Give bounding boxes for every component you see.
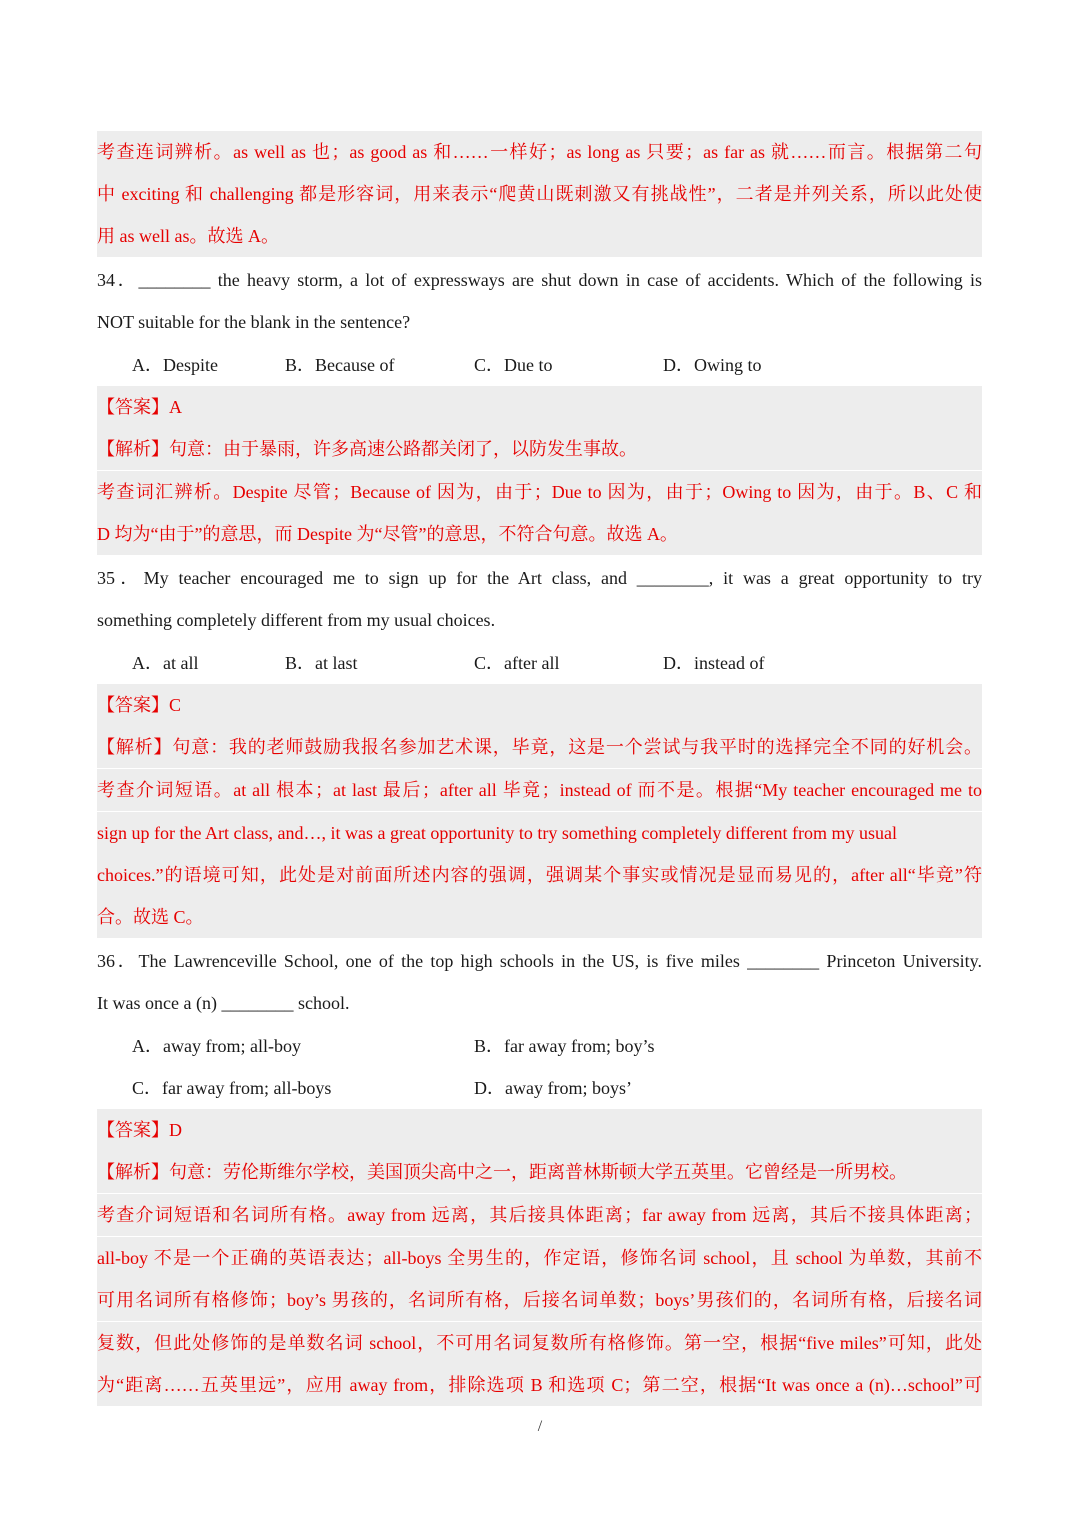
question-34-stem: 34．________ the heavy storm, a lot of expressways are shut down in case of accidents. Which of the following is [97,270,982,290]
question-36-options-row2 [97,1067,982,1109]
option-a: A．Despite [132,355,218,375]
option-c: C．Due to [474,355,553,375]
answer-35: 【答案】C [97,684,982,726]
option-c: C．far away from; all-boys [132,1078,332,1098]
question-35-stem: something completely different from my usual choices. [97,610,496,630]
option-d: D．instead of [663,653,765,673]
option-d: D．Owing to [663,355,762,375]
analysis-line: all-boy 不是一个正确的英语表达；all-boys 全男生的，作定语，修饰名词 school，且 school 为单数，其前不 [97,1237,982,1279]
question-36-stem: It was once a (n) ________ school. [97,993,350,1013]
question-34-stem: NOT suitable for the blank in the sentence? [97,312,411,332]
option-a: A．away from; all-boy [132,1036,301,1056]
answer-36: 【答案】D [97,1109,982,1151]
option-c: C．after all [474,653,560,673]
question-34-options [97,344,982,386]
analysis-line: D 均为“由于”的意思，而 Despite 为“尽管”的意思，不符合句意。故选 A。 [97,513,982,555]
analysis-line: 【解析】句意：劳伦斯维尔学校，美国顶尖高中之一，距离普林斯顿大学五英里。它曾经是一所男校。 [97,1151,982,1193]
analysis-line: 考查连词辨析。as well as 也；as good as 和……一样好；as long as 只要；as far as 就……而言。根据第二句 [97,131,982,173]
analysis-line: 可用名词所有格修饰；boy’s 男孩的，名词所有格，后接名词单数；boys’男孩们的，名词所有格，后接名词 [97,1279,982,1321]
page-footer: / [537,1418,543,1435]
answer-34: 【答案】A [97,386,982,428]
analysis-line: 用 as well as。故选 A。 [97,215,982,257]
analysis-line: 为“距离……五英里远”，应用 away from，排除选项 B 和选项 C；第二空，根据“It was once a (n)…school”可 [97,1364,982,1406]
analysis-line: 中 exciting 和 challenging 都是形容词，用来表示“爬黄山既刺激又有挑战性”，二者是并列关系，所以此处使 [97,173,982,215]
analysis-line: 考查介词短语和名词所有格。away from 远离，其后接具体距离；far away from 远离，其后不接具体距离； [97,1194,982,1236]
option-b: B．far away from; boy’s [474,1036,655,1056]
question-36-options-row1 [97,1025,982,1067]
question-35-options [97,642,982,684]
question-36-stem: 36．The Lawrenceville School, one of the top high schools in the US, is five miles ________ Princeton University. [97,951,982,971]
option-b: B．at last [285,653,358,673]
analysis-line: choices.”的语境可知，此处是对前面所述内容的强调，强调某个事实或情况是显而易见的，after all“毕竟”符 [97,854,982,896]
option-b: B．Because of [285,355,395,375]
analysis-line: sign up for the Art class, and…, it was a great opportunity to try something completely different from my usual [97,812,982,854]
question-35-stem: 35．My teacher encouraged me to sign up for the Art class, and ________, it was a great opportunity to try [97,568,982,588]
analysis-line: 考查词汇辨析。Despite 尽管；Because of 因为，由于；Due to 因为，由于；Owing to 因为，由于。B、C 和 [97,471,982,513]
option-a: A．at all [132,653,199,673]
option-d: D．away from; boys’ [474,1078,632,1098]
analysis-line: 合。故选 C。 [97,896,982,938]
analysis-line: 考查介词短语。at all 根本；at last 最后；after all 毕竟；instead of 而不是。根据“My teacher encouraged me to [97,769,982,811]
analysis-line: 【解析】句意：由于暴雨，许多高速公路都关闭了，以防发生事故。 [97,428,982,470]
analysis-line: 【解析】句意：我的老师鼓励我报名参加艺术课，毕竟，这是一个尝试与我平时的选择完全不同的好机会。 [97,726,982,768]
analysis-line: 复数，但此处修饰的是单数名词 school，不可用名词复数所有格修饰。第一空，根据“five miles”可知，此处 [97,1322,982,1364]
